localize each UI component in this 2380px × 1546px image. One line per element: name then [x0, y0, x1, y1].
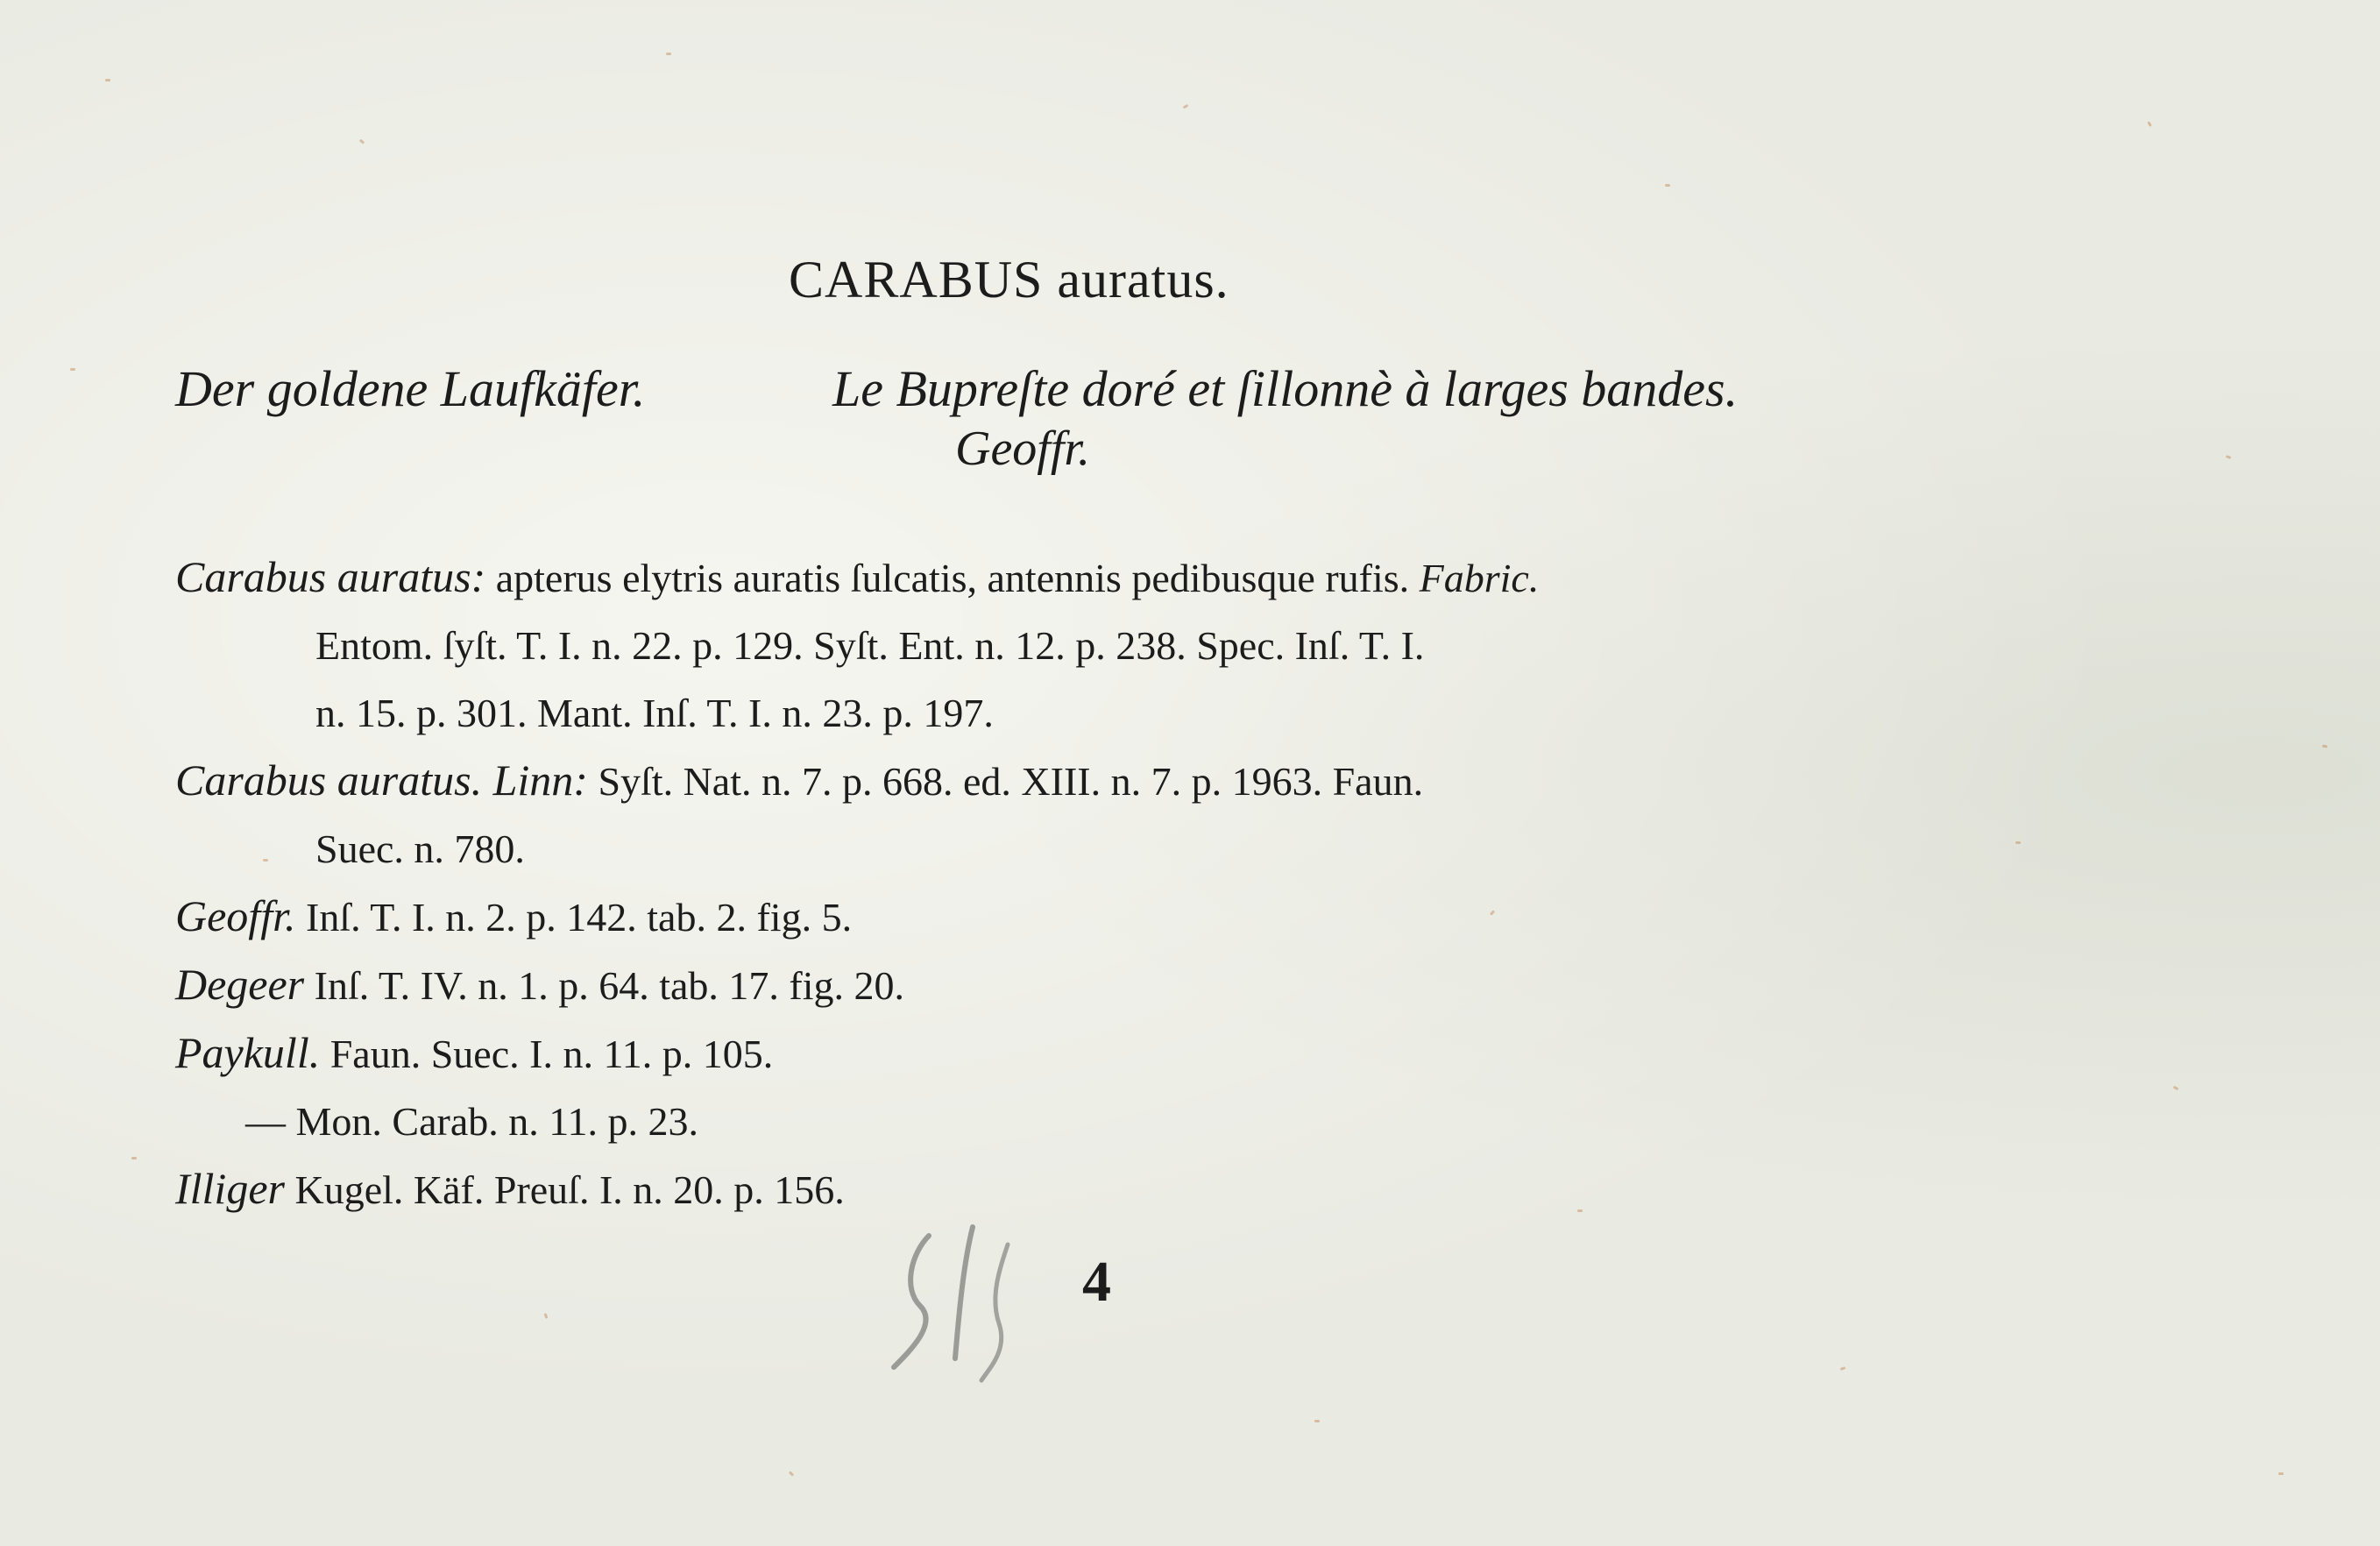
- reference-entry: [175, 951, 1980, 1019]
- reference-author: Geoffr.: [175, 891, 296, 940]
- pencil-mark-decoration: [876, 1218, 1069, 1385]
- reference-text: Kugel. Käf. Preuſ. I. n. 20. p. 156.: [284, 1167, 845, 1212]
- reference-text: apterus elytris auratis ſulcatis, antennis pedibusque rufis.: [485, 556, 1420, 600]
- reference-entry: [175, 883, 1980, 951]
- title-species: auratus.: [1057, 251, 1229, 308]
- french-name-author: Geoffr.: [955, 422, 1090, 476]
- species-title: [789, 250, 1332, 310]
- reference-text: Syſt. Nat. n. 7. p. 668. ed. XIII. n. 7. p. 1963. Faun.: [587, 759, 1424, 804]
- reference-entry: [175, 747, 1980, 815]
- page-number: 4: [1082, 1250, 1111, 1314]
- reference-source: Linn:: [482, 755, 588, 805]
- reference-author: Carabus auratus:: [175, 552, 486, 601]
- reference-text: Inſ. T. I. n. 2. p. 142. tab. 2. fig. 5.: [295, 895, 853, 940]
- reference-author: Carabus auratus.: [175, 755, 483, 805]
- german-name: Der goldene Laufkäfer.: [175, 360, 646, 417]
- reference-entry: [175, 543, 1980, 612]
- title-genus: CARABUS: [789, 251, 1044, 308]
- reference-author: Illiger: [175, 1164, 285, 1213]
- reference-continuation: n. 15. p. 301. Mant. Inſ. T. I. n. 23. p. 197.: [315, 691, 994, 735]
- reference-entry: [175, 1019, 1980, 1088]
- reference-text: Mon. Carab. n. 11. p. 23.: [286, 1099, 699, 1144]
- reference-dash: —: [245, 1099, 286, 1144]
- reference-author: Degeer: [175, 960, 305, 1009]
- reference-continuation: Entom. ſyſt. T. I. n. 22. p. 129. Syſt. Ent. n. 12. p. 238. Spec. Inſ. T. I.: [315, 623, 1425, 668]
- synonymy-references: [175, 543, 1980, 1223]
- reference-text: Faun. Suec. I. n. 11. p. 105.: [320, 1032, 774, 1076]
- reference-author: Paykull.: [175, 1028, 321, 1077]
- reference-continuation: Suec. n. 780.: [315, 826, 525, 871]
- reference-text: Inſ. T. IV. n. 1. p. 64. tab. 17. fig. 20.: [304, 963, 905, 1008]
- reference-entry: [175, 1155, 1980, 1223]
- reference-source: Fabric.: [1419, 556, 1540, 600]
- french-name: Le Bupreſte doré et ſillonnè à larges bandes.: [832, 360, 1739, 417]
- reference-entry: [175, 1088, 1980, 1155]
